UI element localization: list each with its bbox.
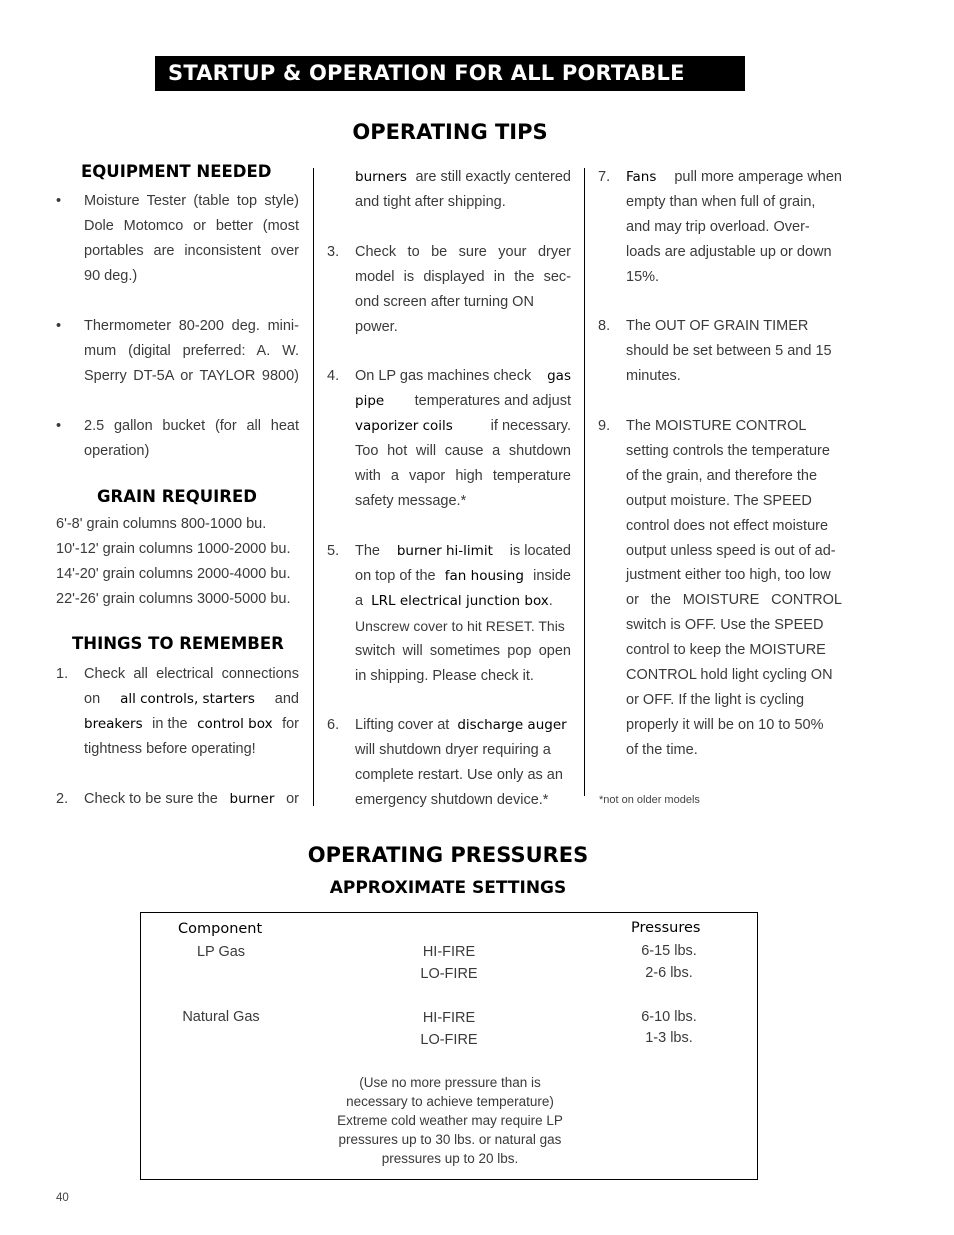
text-line: Too hot will cause a shutdown xyxy=(355,442,571,459)
text-word: in the xyxy=(152,715,188,732)
text-line: switch will sometimes pop open xyxy=(355,642,571,659)
text-line xyxy=(355,564,571,589)
text-line: control to keep the MOISTURE xyxy=(626,642,826,659)
text-word: on xyxy=(84,690,101,707)
tip-item-2-continued xyxy=(355,165,571,215)
column-divider-left xyxy=(313,168,314,806)
tip-number: 6. xyxy=(327,717,340,733)
text-line xyxy=(355,539,571,564)
bullet-icon: • xyxy=(56,193,62,209)
fire-level: HI-FIRE xyxy=(422,1010,476,1026)
grain-line: 10'-12' grain columns 1000-2000 bu. xyxy=(56,540,291,557)
tip-number: 5. xyxy=(327,543,340,559)
page-number: 40 xyxy=(56,1192,69,1204)
text-line: 15%. xyxy=(626,268,660,285)
column-header-pressures: Pressures xyxy=(631,920,701,936)
text-line: of the grain, and therefore the xyxy=(626,467,818,484)
text-line: of the time. xyxy=(626,741,698,758)
note-line: pressures up to 30 lbs. or natural gas xyxy=(338,1132,562,1148)
text-line: 2.5 gallon bucket (for all heat xyxy=(84,418,299,434)
text-line xyxy=(84,712,299,737)
text-line: tightness before operating! xyxy=(84,740,256,757)
grain-heading: GRAIN REQUIRED xyxy=(97,487,257,506)
grain-line: 22'-26' grain columns 3000-5000 bu. xyxy=(56,590,291,607)
text-word: Check to be sure the xyxy=(84,791,218,807)
text-line: Sperry DT-5A or TAYLOR 9800) xyxy=(84,367,299,384)
keyword: fan housing xyxy=(444,567,524,584)
equipment-item xyxy=(56,189,299,289)
pressure-value: 2-6 lbs. xyxy=(645,965,693,981)
component-lp-gas: LP Gas xyxy=(196,944,246,960)
text-line: CONTROL hold light cycling ON xyxy=(626,667,833,684)
text-line: Thermometer 80-200 deg. mini- xyxy=(84,318,299,334)
text-line: with a vapor high temperature xyxy=(355,467,571,484)
keyword: burner hi-limit xyxy=(396,543,493,559)
text-word: The xyxy=(355,543,380,559)
fire-level: LO-FIRE xyxy=(420,1032,478,1048)
keyword: discharge auger xyxy=(457,717,567,733)
text-line: in shipping. Please check it. xyxy=(355,667,534,684)
text-line xyxy=(355,414,571,439)
fire-level: HI-FIRE xyxy=(422,944,476,960)
text-line: Moisture Tester (table top style) xyxy=(84,193,299,209)
text-word: are still exactly centered xyxy=(415,169,571,185)
text-line xyxy=(626,165,842,190)
keyword: LRL electrical junction box xyxy=(371,592,549,609)
text-line: loads are adjustable up or down xyxy=(626,243,832,260)
operating-tips-title: OPERATING TIPS xyxy=(352,120,548,144)
keyword: burner xyxy=(229,791,275,807)
text-word: for xyxy=(282,715,299,732)
equipment-heading: EQUIPMENT NEEDED xyxy=(81,162,272,181)
equipment-item xyxy=(56,314,299,389)
bullet-icon: • xyxy=(56,318,62,334)
tip-item-7 xyxy=(598,165,842,290)
grain-list xyxy=(56,512,290,612)
text-line: mum (digital preferred: A. W. xyxy=(84,342,299,359)
pressures-title: OPERATING PRESSURES xyxy=(307,843,589,867)
tip-item-9 xyxy=(598,414,842,763)
text-line: switch is OFF. Use the SPEED xyxy=(626,617,824,634)
text-line: portables are inconsistent over xyxy=(84,242,299,259)
text-line: minutes. xyxy=(626,367,681,384)
tip-item-3 xyxy=(327,240,571,340)
column-divider-right xyxy=(584,168,585,796)
text-word: temperatures and adjust xyxy=(414,392,571,409)
text-line xyxy=(84,687,299,712)
text-line xyxy=(355,389,571,414)
text-line: or OFF. If the light is cycling xyxy=(626,691,805,708)
text-line: The MOISTURE CONTROL xyxy=(626,418,807,434)
bullet-icon: • xyxy=(56,418,62,434)
note-line: pressures up to 20 lbs. xyxy=(381,1151,519,1167)
fire-level: LO-FIRE xyxy=(420,966,478,982)
text-line: power. xyxy=(355,318,398,335)
keyword: pipe xyxy=(355,392,385,409)
tip-item-8 xyxy=(598,314,842,389)
tip-number: 9. xyxy=(598,418,611,434)
text-word: a xyxy=(355,592,364,609)
text-line: complete restart. Use only as an xyxy=(355,766,563,783)
tip-number: 1. xyxy=(56,666,69,682)
text-line: model is displayed in the sec- xyxy=(355,268,571,285)
text-line: ond screen after turning ON xyxy=(355,293,534,310)
text-line: empty than when full of grain, xyxy=(626,193,816,210)
text-line: or the MOISTURE CONTROL xyxy=(626,592,842,609)
text-line: operation) xyxy=(84,442,150,459)
note-line: necessary to achieve temperature) xyxy=(346,1094,554,1110)
tip-number: 7. xyxy=(598,169,611,185)
pressures-subtitle: APPROXIMATE SETTINGS xyxy=(329,878,567,898)
text-word: inside xyxy=(533,567,571,584)
text-line: control does not effect moisture xyxy=(626,517,829,534)
text-line: and may trip overload. Over- xyxy=(626,218,810,235)
column-header-component: Component xyxy=(178,921,263,937)
text-line: emergency shutdown device.* xyxy=(355,791,549,808)
grain-line: 14'-20' grain columns 2000-4000 bu. xyxy=(56,565,291,582)
tip-item-1 xyxy=(56,662,299,762)
text-line: should be set between 5 and 15 xyxy=(626,342,832,359)
text-word: . xyxy=(548,592,553,609)
keyword: Fans xyxy=(626,169,657,185)
text-line: Dole Motomco or better (most xyxy=(84,217,299,234)
text-line: 90 deg.) xyxy=(84,267,138,284)
footnote: *not on older models xyxy=(599,794,700,806)
text-line: safety message.* xyxy=(355,492,467,509)
things-heading: THINGS TO REMEMBER xyxy=(72,634,284,653)
text-line: justment either too high, too low xyxy=(626,567,831,584)
component-natural-gas: Natural Gas xyxy=(182,1009,260,1025)
text-word: if necessary. xyxy=(490,417,571,434)
grain-line: 6'-8' grain columns 800-1000 bu. xyxy=(56,516,267,532)
tip-number: 3. xyxy=(327,244,340,260)
tip-item-2 xyxy=(56,787,299,812)
text-word: and xyxy=(274,690,299,707)
text-line: setting controls the temperature xyxy=(626,442,830,459)
text-line: Check all electrical connections xyxy=(84,666,299,682)
tip-item-6 xyxy=(327,713,571,813)
keyword: gas xyxy=(547,368,571,384)
text-word: is located xyxy=(509,543,571,559)
tip-number: 4. xyxy=(327,368,340,384)
text-line xyxy=(355,589,571,614)
keyword: control box xyxy=(197,715,273,732)
keyword: burners xyxy=(355,169,407,185)
equipment-item xyxy=(56,414,299,464)
keyword: all controls, starters xyxy=(120,690,255,707)
text-word: On LP gas machines check xyxy=(355,368,532,384)
keyword: breakers xyxy=(84,715,143,732)
text-word: or xyxy=(286,791,299,807)
pressure-note xyxy=(320,1073,580,1168)
note-line: (Use no more pressure than is xyxy=(359,1075,541,1090)
pressure-value: 1-3 lbs. xyxy=(645,1030,693,1046)
note-line: Extreme cold weather may require LP xyxy=(337,1113,563,1129)
pressure-value: 6-15 lbs. xyxy=(641,943,697,959)
text-line: properly it will be on 10 to 50% xyxy=(626,716,824,733)
text-line xyxy=(355,713,571,738)
keyword: vaporizer coils xyxy=(355,417,453,434)
text-word: on top of the xyxy=(355,567,436,584)
tip-item-4 xyxy=(327,364,571,513)
text-line xyxy=(355,364,571,389)
text-word: Lifting cover at xyxy=(355,717,450,733)
tip-number: 2. xyxy=(56,791,69,807)
tip-item-5 xyxy=(327,539,571,688)
text-line: Check to be sure your dryer xyxy=(355,244,571,260)
text-line: and tight after shipping. xyxy=(355,193,506,210)
section-banner: STARTUP & OPERATION FOR ALL PORTABLE DRYERS xyxy=(155,56,745,91)
text-line: will shutdown dryer requiring a xyxy=(355,741,551,758)
text-line: Unscrew cover to hit RESET. This xyxy=(355,617,565,634)
text-line xyxy=(355,165,571,190)
tip-number: 8. xyxy=(598,318,611,334)
text-line: The OUT OF GRAIN TIMER xyxy=(626,318,809,334)
text-line: output unless speed is out of ad- xyxy=(626,542,836,559)
text-word: pull more amperage when xyxy=(674,169,842,185)
pressure-value: 6-10 lbs. xyxy=(641,1009,697,1025)
text-line: output moisture. The SPEED xyxy=(626,492,812,509)
